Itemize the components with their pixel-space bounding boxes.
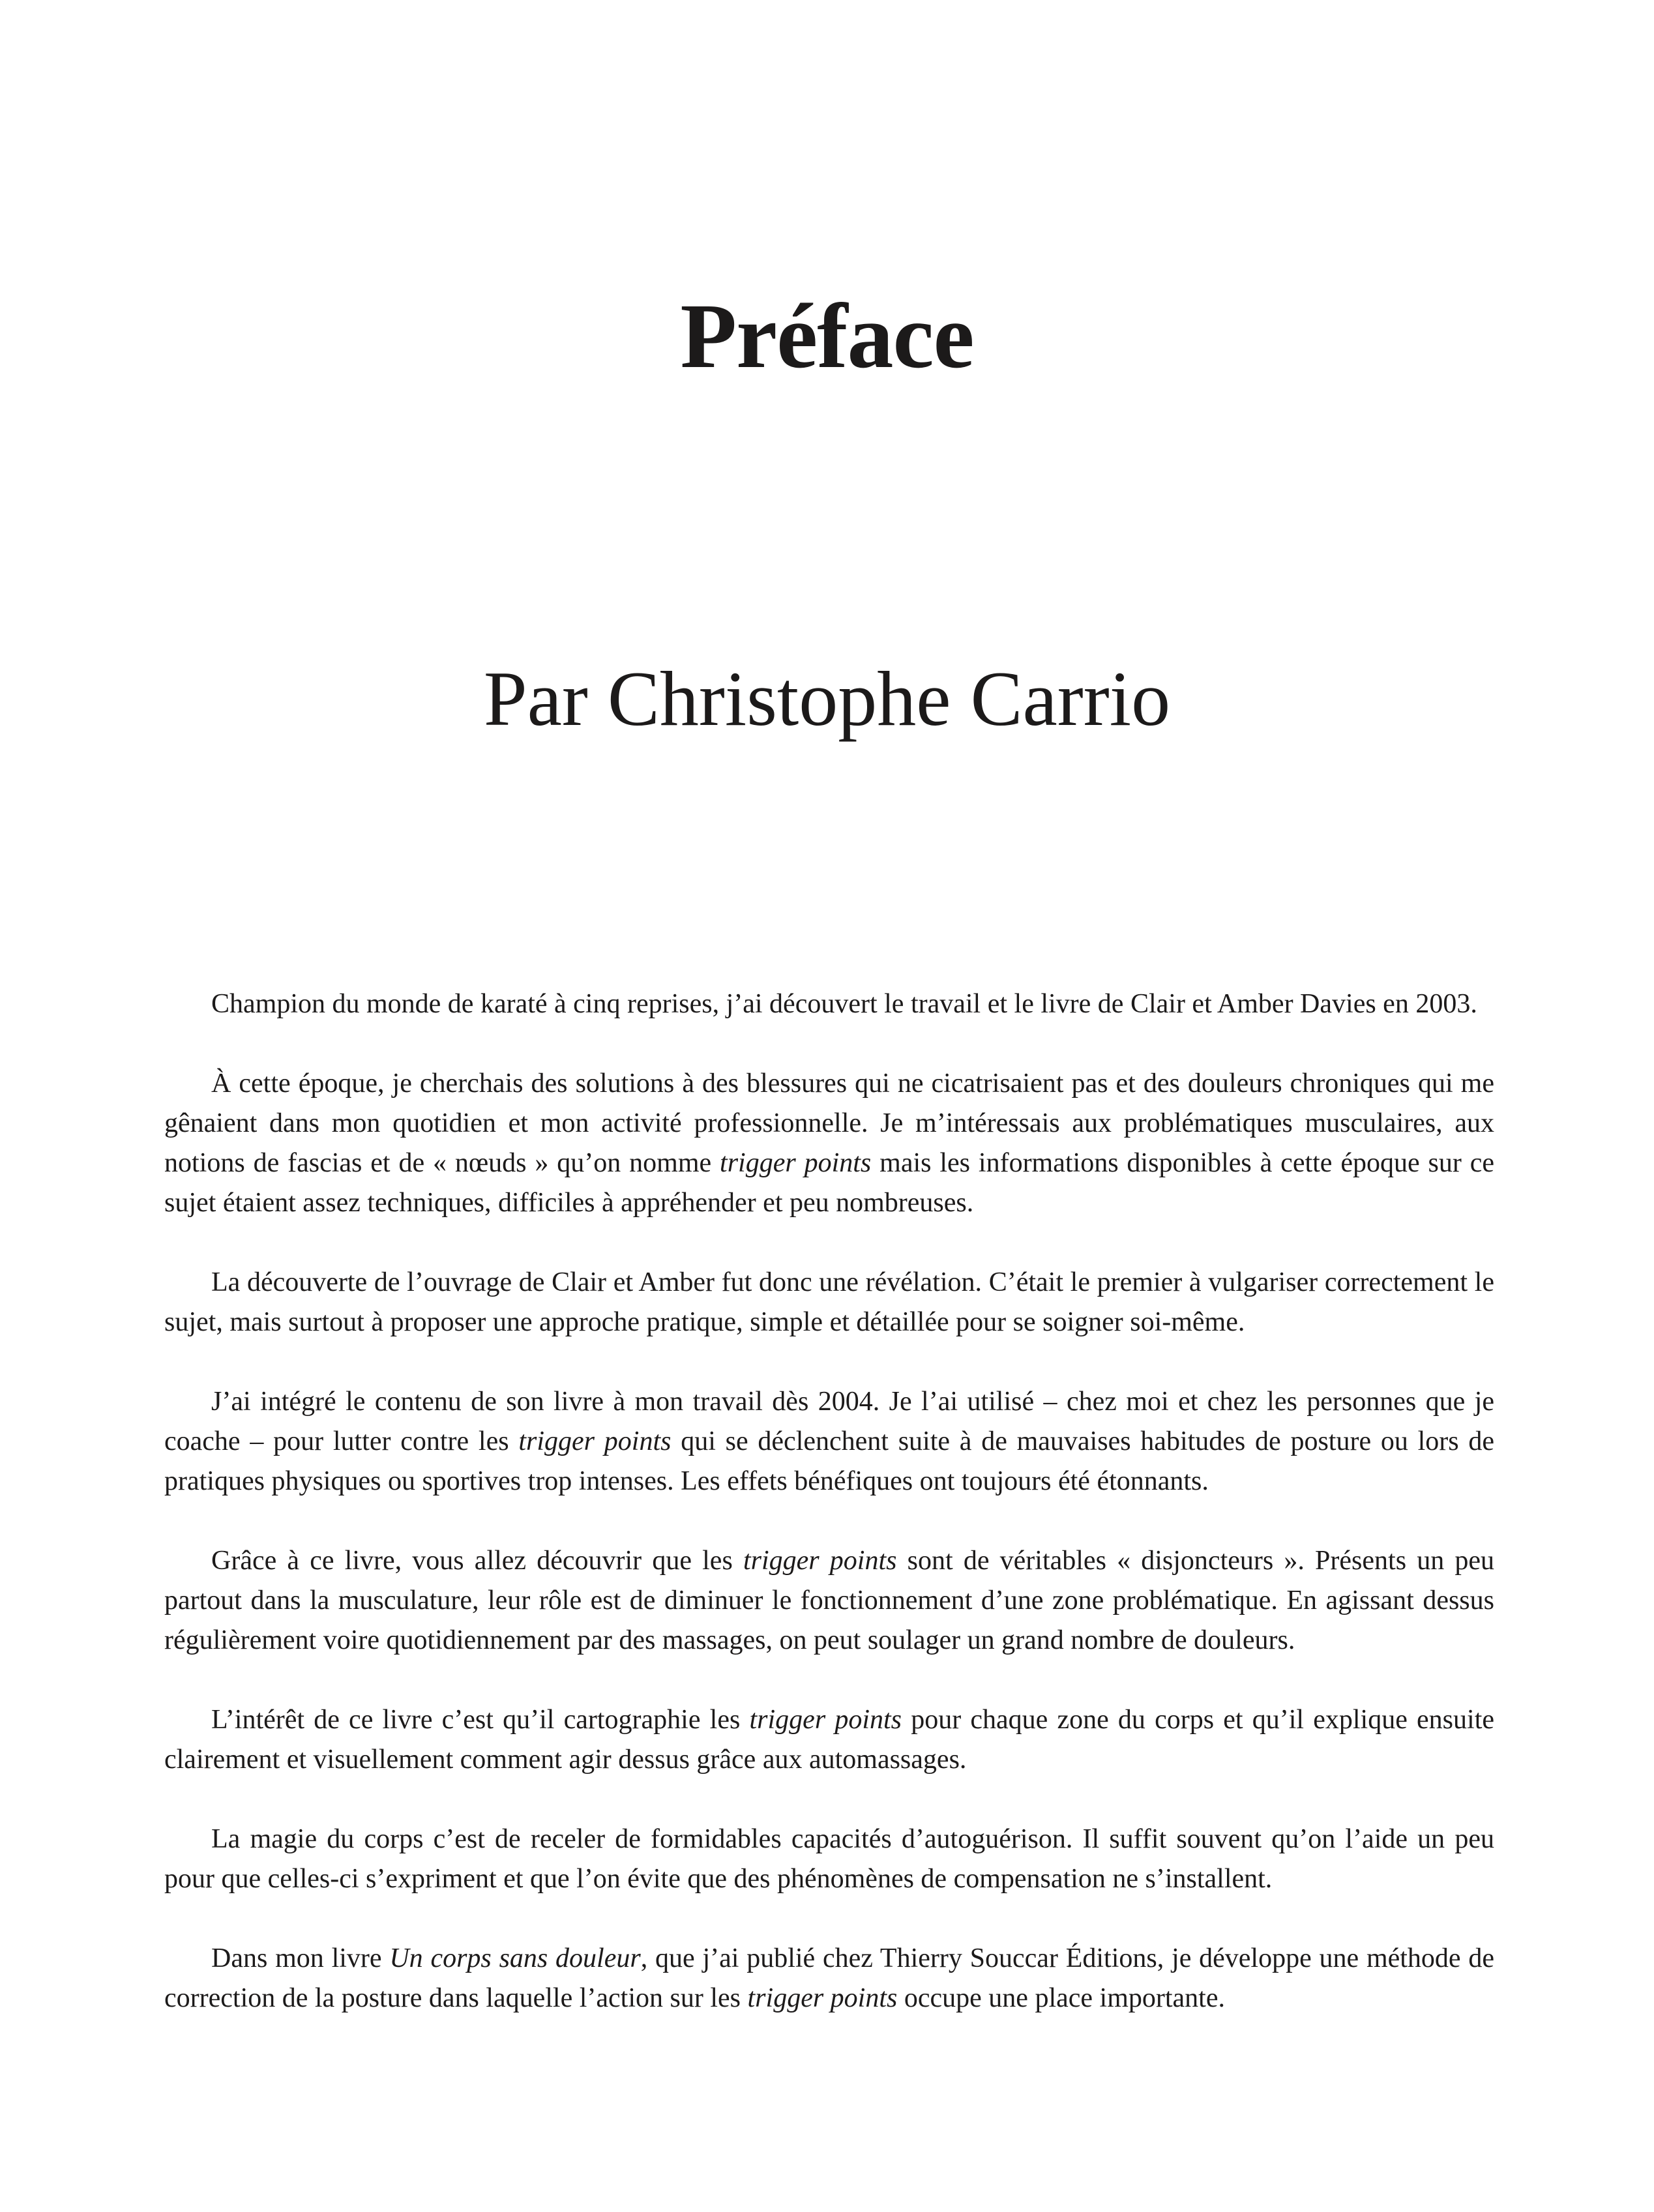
italic-term: trigger points: [749, 1705, 902, 1735]
paragraph-text: Grâce à ce livre, vous allez découvrir que les: [211, 1546, 743, 1576]
italic-term: trigger points: [743, 1546, 897, 1576]
paragraph-text: Champion du monde de karaté à cinq reprises, j’ai découvert le travail et le livre de Clair et Amber Davies en 2003.: [211, 989, 1477, 1019]
paragraph-text: Dans mon livre: [211, 1943, 390, 1973]
paragraph: [164, 984, 1494, 1024]
italic-term: trigger points: [518, 1426, 672, 1456]
page-title: Préface: [680, 284, 974, 387]
paragraph: [164, 1700, 1494, 1780]
paragraph: [164, 1939, 1494, 2018]
paragraph: [164, 1541, 1494, 1660]
paragraph-text: La magie du corps c’est de receler de formidables capacités d’autoguérison. Il suffit souvent qu’on l’aide un peu pour que celles-ci s’expriment et que l’on évite que des phénomènes de compensation ne s’installent.: [164, 1824, 1494, 1894]
paragraph-text: À cette époque, je cherchais des solutions à des blessures qui ne cicatrisaient pas et des douleurs chroniques qui me gênaient dans mon quotidien et mon activité professionnelle. Je m’intéressais aux problématiques musculaires, aux notions de fascias et de « nœuds » qu’on nomme: [164, 1069, 1494, 1178]
paragraph-text: L’intérêt de ce livre c’est qu’il cartographie les: [211, 1705, 750, 1735]
paragraph-text: , que j’ai publié chez Thierry Souccar Éditions, je développe une méthode de correction de la posture dans laquelle l’action sur les: [164, 1943, 1494, 2013]
paragraph: [164, 1064, 1494, 1223]
paragraph: [164, 1382, 1494, 1501]
paragraph-text: sont de véritables « disjoncteurs ». Présents un peu partout dans la musculature, leur rôle est de diminuer le fonctionnement d’une zone problématique. En agissant dessus régulièrement voire quotidiennement par des massages, on peut soulager un grand nombre de douleurs.: [164, 1546, 1495, 1655]
preface-body: [164, 984, 1494, 2058]
paragraph: [164, 1263, 1494, 1342]
paragraph-text: La découverte de l’ouvrage de Clair et Amber fut donc une révélation. C’était le premier à vulgariser correctement le sujet, mais surtout à proposer une approche pratique, simple et détaillée pour se soigner soi-même.: [164, 1267, 1494, 1337]
paragraph-text: mais les informations disponibles à cette époque sur ce sujet étaient assez techniques, difficiles à appréhender et peu nombreuses.: [164, 1148, 1494, 1218]
paragraph-text: qui se déclenchent suite à de mauvaises habitudes de posture ou lors de pratiques physiques ou sportives trop intenses. Les effets bénéfiques ont toujours été étonnants.: [164, 1426, 1495, 1496]
paragraph-text: pour chaque zone du corps et qu’il explique ensuite clairement et visuellement comment agir dessus grâce aux automassages.: [164, 1705, 1494, 1775]
paragraph-text: occupe une place importante.: [897, 1983, 1225, 2013]
paragraph-text: J’ai intégré le contenu de son livre à mon travail dès 2004. Je l’ai utilisé – chez moi et chez les personnes que je coache – pour lutter contre les: [164, 1387, 1494, 1456]
author-byline: Par Christophe Carrio: [483, 655, 1171, 742]
book-title: Un corps sans douleur: [389, 1943, 641, 1973]
italic-term: trigger points: [747, 1983, 898, 2013]
italic-term: trigger points: [720, 1148, 872, 1178]
paragraph: [164, 1820, 1494, 1899]
